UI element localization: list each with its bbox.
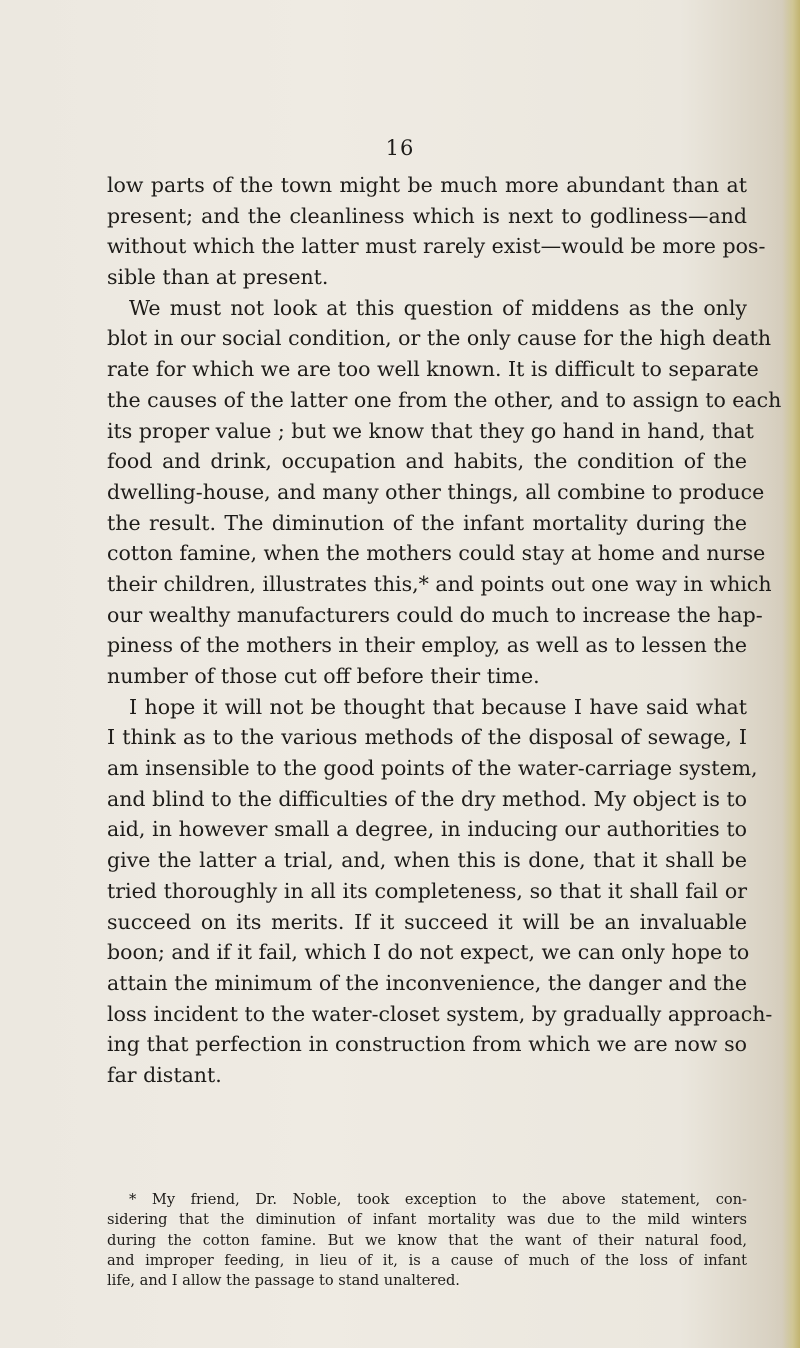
text-line: cotton famine, when the mothers could stay at home and nurse: [107, 541, 766, 566]
text-line: attain the minimum of the inconvenience, the danger and the: [107, 970, 747, 995]
text-line: and blind to the difficulties of the dry method. My object is to: [107, 786, 747, 811]
text-line: our wealthy manufacturers could do much to increase the hap-: [107, 602, 763, 627]
body-text: [107, 170, 782, 1091]
text-line: am insensible to the good points of the water-carriage system,: [107, 756, 758, 781]
text-line: aid, in however small a degree, in inducing our authorities to: [107, 817, 747, 842]
text-line: dwelling-house, and many other things, all combine to produce: [107, 479, 765, 504]
text-line: piness of the mothers in their employ, as well as to lessen the: [107, 633, 747, 658]
footnote: [107, 1190, 747, 1291]
text-line: the causes of the latter one from the other, and to assign to each: [107, 387, 782, 412]
text-line: blot in our social condition, or the only cause for the high death: [107, 326, 772, 351]
footnote-line: sidering that the diminution of infant mortality was due to the mild winters: [107, 1211, 747, 1229]
text-line: loss incident to the water-closet system, by gradually approach-: [107, 1001, 773, 1026]
footnote-line: during the cotton famine. But we know that the want of their natural food,: [107, 1231, 747, 1249]
text-line: present; and the cleanliness which is next to godliness—and: [107, 203, 747, 228]
text-line: number of those cut off before their time.: [107, 664, 540, 688]
text-line: give the latter a trial, and, when this is done, that it shall be: [107, 848, 747, 873]
text-line: succeed on its merits. If it succeed it will be an invaluable: [107, 909, 747, 934]
footnote-line: and improper feeding, in lieu of it, is a cause of much of the loss of infant: [107, 1251, 747, 1269]
paragraph-start-line: We must not look at this question of middens as the only: [129, 295, 747, 320]
text-line: its proper value ; but we know that they go hand in hand, that: [107, 418, 754, 443]
page-number: 16: [385, 136, 415, 160]
footnote-line: life, and I allow the passage to stand unaltered.: [107, 1272, 460, 1290]
text-line: food and drink, occupation and habits, the condition of the: [107, 449, 747, 474]
text-line: ing that perfection in construction from which we are now so: [107, 1032, 747, 1057]
text-line: far distant.: [107, 1062, 222, 1087]
text-line: I think as to the various methods of the disposal of sewage, I: [107, 725, 747, 750]
text-line: rate for which we are too well known. It is difficult to separate: [107, 357, 759, 382]
text-line: sible than at present.: [107, 265, 329, 290]
page-edge-shading: [782, 0, 800, 1348]
text-line: low parts of the town might be much more abundant than at: [107, 173, 747, 197]
footnote-line: * My friend, Dr. Noble, took exception to the above statement, con-: [129, 1191, 747, 1208]
paragraph-start-line: I hope it will not be thought that because I have said what: [129, 694, 747, 719]
text-line: their children, illustrates this,* and points out one way in which: [107, 571, 772, 596]
text-line: the result. The diminution of the infant mortality during the: [107, 510, 747, 535]
text-line: boon; and if it fail, which I do not expect, we can only hope to: [107, 940, 750, 965]
text-line: tried thoroughly in all its completeness, so that it shall fail or: [107, 878, 747, 903]
text-line: without which the latter must rarely exist—would be more pos-: [107, 234, 766, 259]
